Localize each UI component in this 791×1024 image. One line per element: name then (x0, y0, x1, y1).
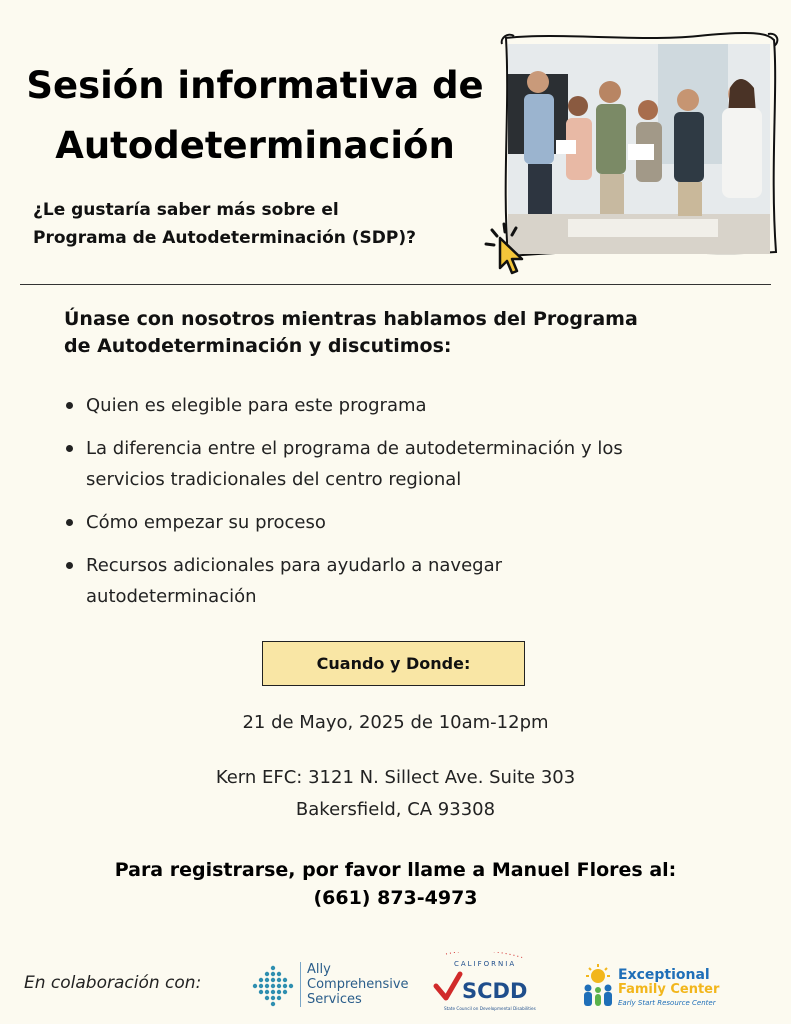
subtitle-line-1: ¿Le gustaría saber más sobre el (33, 200, 339, 220)
efc-line-3: Early Start Resource Center (618, 999, 716, 1007)
scdd-top: CALIFORNIA (454, 960, 517, 968)
address-line-2: Bakersfield, CA 93308 (295, 799, 496, 820)
registration-text: Para registrarse, por favor llame a Manuel Flores al: (114, 859, 677, 881)
list-item-line-1: Quien es elegible para este programa (86, 395, 427, 416)
ally-dots-icon (250, 962, 296, 1008)
bullet-icon (66, 562, 73, 569)
list-item-line-1: La diferencia entre el programa de autodeterminación y los (86, 438, 623, 459)
event-date: 21 de Mayo, 2025 de 10am-12pm (242, 712, 549, 733)
collaboration-label: En colaboración con: (24, 973, 202, 993)
bullet-icon (66, 519, 73, 526)
list-item (64, 433, 754, 495)
title-line-1: Sesión informativa de (26, 64, 484, 107)
registration-info (0, 856, 791, 912)
scdd-name: SCDD (462, 979, 528, 1003)
title-line-2: Autodeterminación (55, 124, 455, 167)
scdd-sub: State Council on Developmental Disabilities (444, 1006, 536, 1011)
section-divider (20, 284, 771, 285)
click-cursor-icon (478, 220, 538, 280)
scdd-mark (432, 952, 537, 1014)
group-meeting-photo (508, 44, 770, 254)
event-address (0, 762, 791, 826)
ally-line-1: Ally (307, 962, 331, 977)
list-item-line-2: servicios tradicionales del centro regional (86, 469, 462, 490)
efc-line-2: Family Center (618, 982, 720, 997)
list-item-line-2: autodeterminación (86, 586, 257, 607)
intro-text (64, 306, 744, 360)
when-where-box: Cuando y Donde: (262, 641, 525, 686)
bullet-icon (66, 445, 73, 452)
intro-line-1: Únase con nosotros mientras hablamos del Programa (64, 308, 638, 330)
ally-wordmark (300, 962, 415, 1007)
topics-list (64, 390, 754, 624)
efc-logo (578, 964, 718, 1010)
phone-number[interactable]: (661) 873-4973 (313, 887, 478, 909)
ally-logo (250, 960, 415, 1010)
ally-line-3: Services (307, 992, 362, 1007)
list-item (64, 507, 754, 538)
intro-line-2: de Autodeterminación y discutimos: (64, 335, 452, 357)
efc-line-1: Exceptional (618, 967, 710, 983)
subtitle (33, 196, 503, 252)
list-item (64, 390, 754, 421)
scdd-logo (432, 952, 537, 1014)
photo-frame (498, 30, 780, 260)
ally-line-2: Comprehensive (307, 977, 409, 992)
address-line-1: Kern EFC: 3121 N. Sillect Ave. Suite 303 (215, 767, 576, 788)
efc-sun-people-icon (578, 964, 618, 1008)
bullet-icon (66, 402, 73, 409)
people-illustration (508, 44, 770, 254)
subtitle-line-2: Programa de Autodeterminación (SDP)? (33, 228, 417, 248)
efc-wordmark (618, 968, 728, 1010)
list-item-line-1: Cómo empezar su proceso (86, 512, 326, 533)
list-item (64, 550, 754, 612)
page-title (20, 56, 490, 176)
list-item-line-1: Recursos adicionales para ayudarlo a navegar (86, 555, 503, 576)
